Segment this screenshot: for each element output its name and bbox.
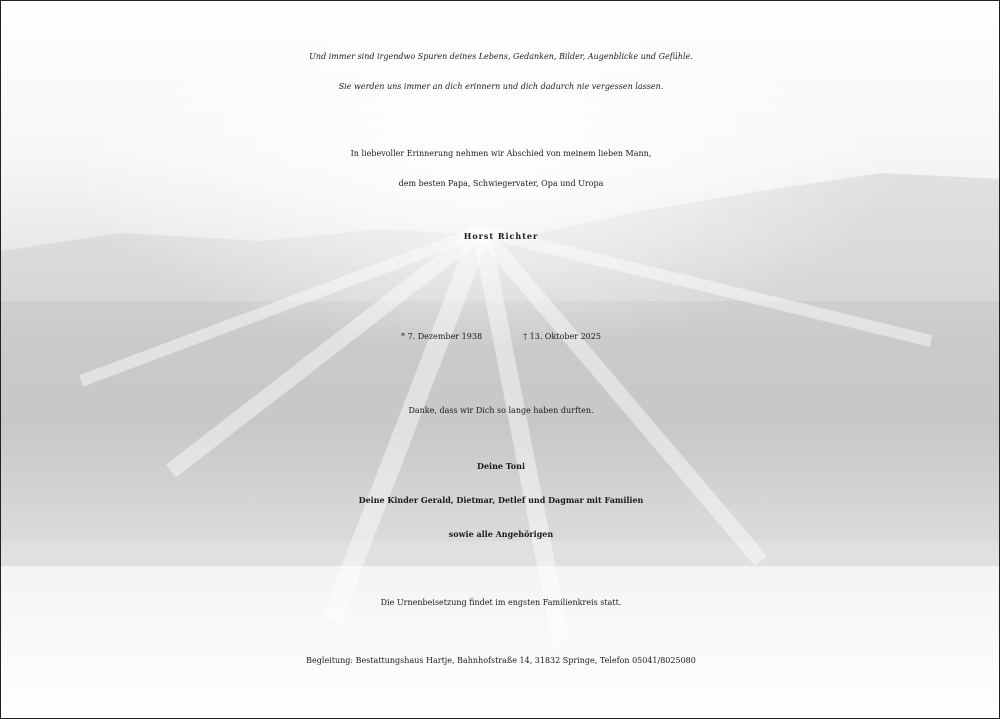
death-date: † 13. Oktober 2025: [523, 332, 601, 341]
life-dates: [1, 332, 1000, 341]
birth-date: * 7. Dezember 1938: [401, 332, 483, 341]
mourner-line-1: Deine Toni: [477, 461, 525, 471]
intro-line-2: dem besten Papa, Schwiegervater, Opa und Uropa: [398, 179, 604, 188]
motto-line-2: Sie werden uns immer an dich erinnern und dich dadurch nie vergessen lassen.: [338, 82, 664, 91]
funeral-home-footer: Begleitung: Bestattungshaus Hartje, Bahnhofstraße 14, 31832 Springe, Telefon 05041/8025080: [306, 656, 696, 665]
burial-notice: Die Urnenbeisetzung findet im engsten Familienkreis statt.: [380, 598, 622, 607]
mourner-line-2: Deine Kinder Gerald, Dietmar, Detlef und Dagmar mit Familien: [358, 495, 644, 505]
mourner-line-3: sowie alle Angehörigen: [448, 529, 554, 539]
intro-line-1: In liebevoller Erinnerung nehmen wir Abschied von meinem lieben Mann,: [350, 149, 652, 158]
obituary-text: [1, 1, 1000, 719]
deceased-name: Horst Richter: [463, 231, 539, 241]
thanks-text: Danke, dass wir Dich so lange haben durften.: [408, 406, 594, 415]
motto-line-1: Und immer sind irgendwo Spuren deines Lebens, Gedanken, Bilder, Augenblicke und Gefühle.: [309, 52, 693, 61]
